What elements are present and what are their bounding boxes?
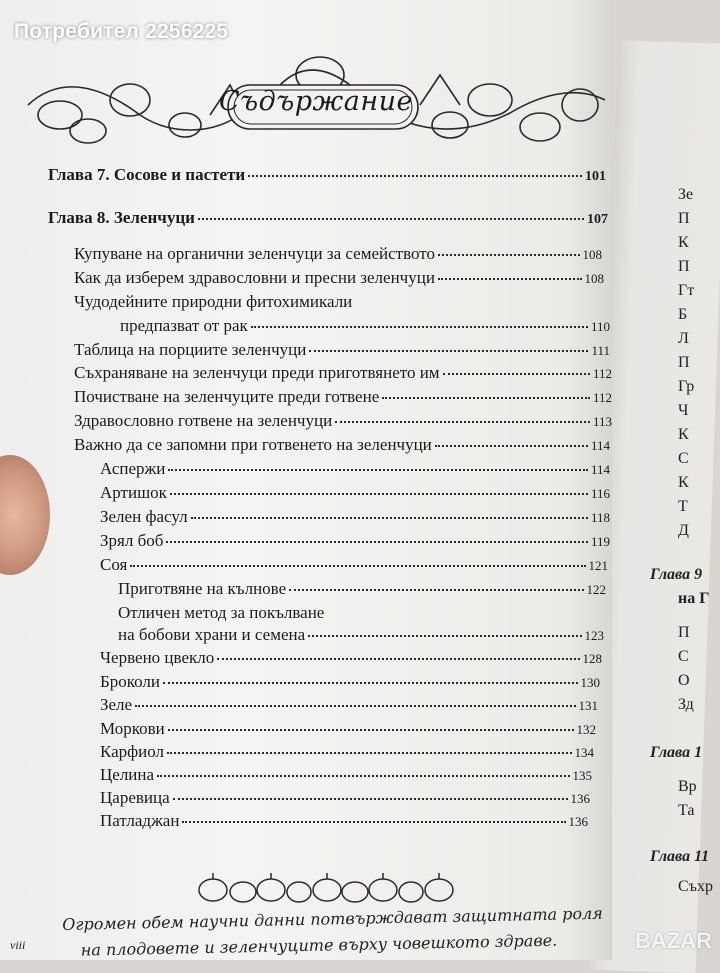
- leader-dots: [182, 821, 565, 823]
- page-number: 128: [582, 651, 602, 666]
- page-number: 101: [585, 169, 606, 184]
- entry-label: Аспержи: [100, 459, 166, 478]
- adjacent-letter: П: [678, 354, 690, 371]
- corner-page-number: viii: [10, 938, 26, 952]
- toc-entry: [100, 459, 610, 479]
- page-number: 135: [572, 768, 592, 783]
- toc-entry: [100, 672, 600, 692]
- toc-heading: Съдържание: [219, 86, 413, 117]
- adjacent-letter: П: [678, 624, 690, 641]
- leader-dots: [217, 658, 579, 660]
- toc-entry: [100, 555, 608, 575]
- toc-entry: [74, 268, 604, 288]
- entry-label: на бобови храни и семена: [118, 625, 306, 644]
- entry-label: Чудодейните природни фитохимикали: [74, 292, 353, 311]
- leader-dots: [382, 397, 590, 399]
- adjacent-letter: Д: [678, 522, 689, 539]
- leader-dots: [166, 541, 588, 543]
- entry-label: Почистване на зеленчуците преди готвене: [74, 387, 380, 406]
- adjacent-chapter: на Г: [678, 590, 710, 607]
- vegetable-row-illustration: [195, 868, 465, 908]
- toc-entry: [74, 411, 612, 431]
- leader-dots: [198, 218, 584, 220]
- leader-dots: [435, 445, 588, 447]
- page-number: 108: [584, 271, 604, 286]
- leader-dots: [130, 565, 585, 567]
- entry-label: предпазват от рак: [120, 316, 248, 335]
- toc-entry: [100, 483, 610, 503]
- page-number: 110: [590, 319, 610, 334]
- toc-entry: [100, 811, 588, 831]
- toc-entry: [100, 719, 596, 739]
- page-number: 108: [582, 247, 602, 262]
- adjacent-letter: П: [678, 210, 690, 227]
- leader-dots: [438, 254, 580, 256]
- entry-label: Приготвяне на кълнове: [118, 579, 287, 598]
- page-number: 114: [590, 462, 610, 477]
- page-number: 118: [590, 510, 610, 525]
- page-number: 132: [576, 722, 596, 737]
- page-number: 134: [574, 745, 594, 760]
- toc-entry: [120, 316, 610, 336]
- page-number: 114: [590, 438, 610, 453]
- chapter-7-row: [48, 165, 606, 185]
- entry-label: Царевица: [100, 788, 170, 807]
- toc-entry: [74, 363, 612, 383]
- adjacent-letter: Гт: [678, 282, 695, 299]
- toc-entry: [100, 648, 602, 668]
- toc-entry: [118, 625, 604, 645]
- leader-dots: [248, 175, 582, 177]
- toc-entry: [74, 244, 602, 264]
- leader-dots: [443, 373, 590, 375]
- leader-dots: [170, 493, 588, 495]
- adjacent-chapter: Глава 11: [650, 848, 710, 865]
- toc-entry: [100, 695, 598, 715]
- toc-entry: [118, 579, 606, 599]
- adjacent-letter: Гр: [678, 378, 695, 395]
- adjacent-letter: К: [678, 234, 689, 251]
- leader-dots: [191, 517, 588, 519]
- page-number: 111: [591, 343, 610, 358]
- page-number: 122: [586, 582, 606, 597]
- entry-label: Броколи: [100, 672, 161, 691]
- leader-dots: [308, 635, 581, 637]
- toc-entry: [100, 531, 610, 551]
- entry-label: Соя: [100, 555, 128, 574]
- toc-entry: [100, 507, 610, 527]
- page-number: 112: [592, 390, 612, 405]
- adjacent-chapter: Глава 1: [650, 744, 703, 761]
- page-number: 123: [584, 628, 604, 643]
- quote-line-2: на плодовете и зеленчуците върху човешкото здраве.: [80, 930, 558, 960]
- leader-dots: [168, 729, 574, 731]
- page-number: 119: [590, 534, 610, 549]
- entry-label: Купуване на органични зеленчуци за семейството: [74, 244, 435, 263]
- chapter-8-row: [48, 208, 608, 228]
- leader-dots: [135, 705, 575, 707]
- entry-label: Моркови: [100, 719, 165, 738]
- entry-label: Зеле: [100, 695, 133, 714]
- adjacent-letter: С: [678, 648, 689, 665]
- adjacent-letter: Вр: [678, 778, 697, 795]
- page-number: 107: [587, 212, 608, 227]
- leader-dots: [251, 326, 588, 328]
- entry-label: Патладжан: [100, 811, 180, 830]
- toc-entry: [100, 765, 592, 785]
- chapter-label: Глава 7. Сосове и пастети: [48, 165, 246, 184]
- leader-dots: [173, 798, 568, 800]
- leader-dots: [157, 775, 569, 777]
- adjacent-letter: Т: [678, 498, 688, 515]
- toc-entry: [100, 742, 594, 762]
- toc-entry: [100, 788, 590, 808]
- leader-dots: [167, 752, 571, 754]
- page-number: 130: [580, 675, 600, 690]
- page-number: 121: [588, 558, 608, 573]
- adjacent-letter: Зе: [678, 186, 694, 203]
- leader-dots: [289, 589, 583, 591]
- page-number: 113: [592, 414, 612, 429]
- adjacent-letter: П: [678, 258, 690, 275]
- adjacent-letter: К: [678, 474, 689, 491]
- entry-label: Отличен метод за покълване: [118, 603, 325, 622]
- leader-dots: [163, 682, 577, 684]
- toc-entry: [74, 387, 612, 407]
- entry-label: Зрял боб: [100, 531, 164, 550]
- adjacent-letter: Та: [678, 802, 695, 819]
- quote-line-1: Огромен обем научни данни потвърждават защитната роля: [62, 903, 603, 934]
- page-number: 136: [570, 791, 590, 806]
- entry-label: Как да изберем здравословни и пресни зеленчуци: [74, 268, 435, 287]
- entry-label: Здравословно готвене на зеленчуци: [74, 411, 333, 430]
- page-number: 136: [568, 814, 588, 829]
- entry-label: Съхраняване на зеленчуци преди приготвянето им: [74, 363, 440, 382]
- page-number: 131: [578, 698, 598, 713]
- adjacent-letter: Съхр: [678, 878, 713, 895]
- entry-label: Карфиол: [100, 742, 165, 761]
- watermark-logo: BAZAR: [635, 928, 712, 953]
- toc-entry: [74, 435, 610, 455]
- toc-entry: [74, 340, 610, 360]
- adjacent-letter: К: [678, 426, 689, 443]
- leader-dots: [438, 278, 582, 280]
- page-number: 116: [590, 486, 610, 501]
- leader-dots: [335, 421, 590, 423]
- adjacent-letter: Ч: [678, 402, 689, 419]
- adjacent-chapter: Глава 9: [650, 566, 703, 583]
- entry-label: Червено цвекло: [100, 648, 215, 667]
- adjacent-letter: С: [678, 450, 689, 467]
- adjacent-letter: Л: [678, 330, 689, 347]
- entry-label: Зелен фасул: [100, 507, 188, 526]
- entry-label: Целина: [100, 765, 155, 784]
- adjacent-letter: Зд: [678, 696, 694, 713]
- user-badge: Потребител 2256225: [14, 20, 229, 43]
- entry-label: Таблица на порциите зеленчуци: [74, 340, 307, 359]
- chapter-label: Глава 8. Зеленчуци: [48, 208, 195, 227]
- page-number: 112: [592, 366, 612, 381]
- adjacent-letter: Б: [678, 306, 688, 323]
- entry-label: Важно да се запомни при готвенето на зеленчуци: [74, 435, 432, 454]
- adjacent-letter: О: [678, 672, 690, 689]
- entry-label: Артишок: [100, 483, 167, 502]
- leader-dots: [309, 350, 588, 352]
- leader-dots: [168, 469, 588, 471]
